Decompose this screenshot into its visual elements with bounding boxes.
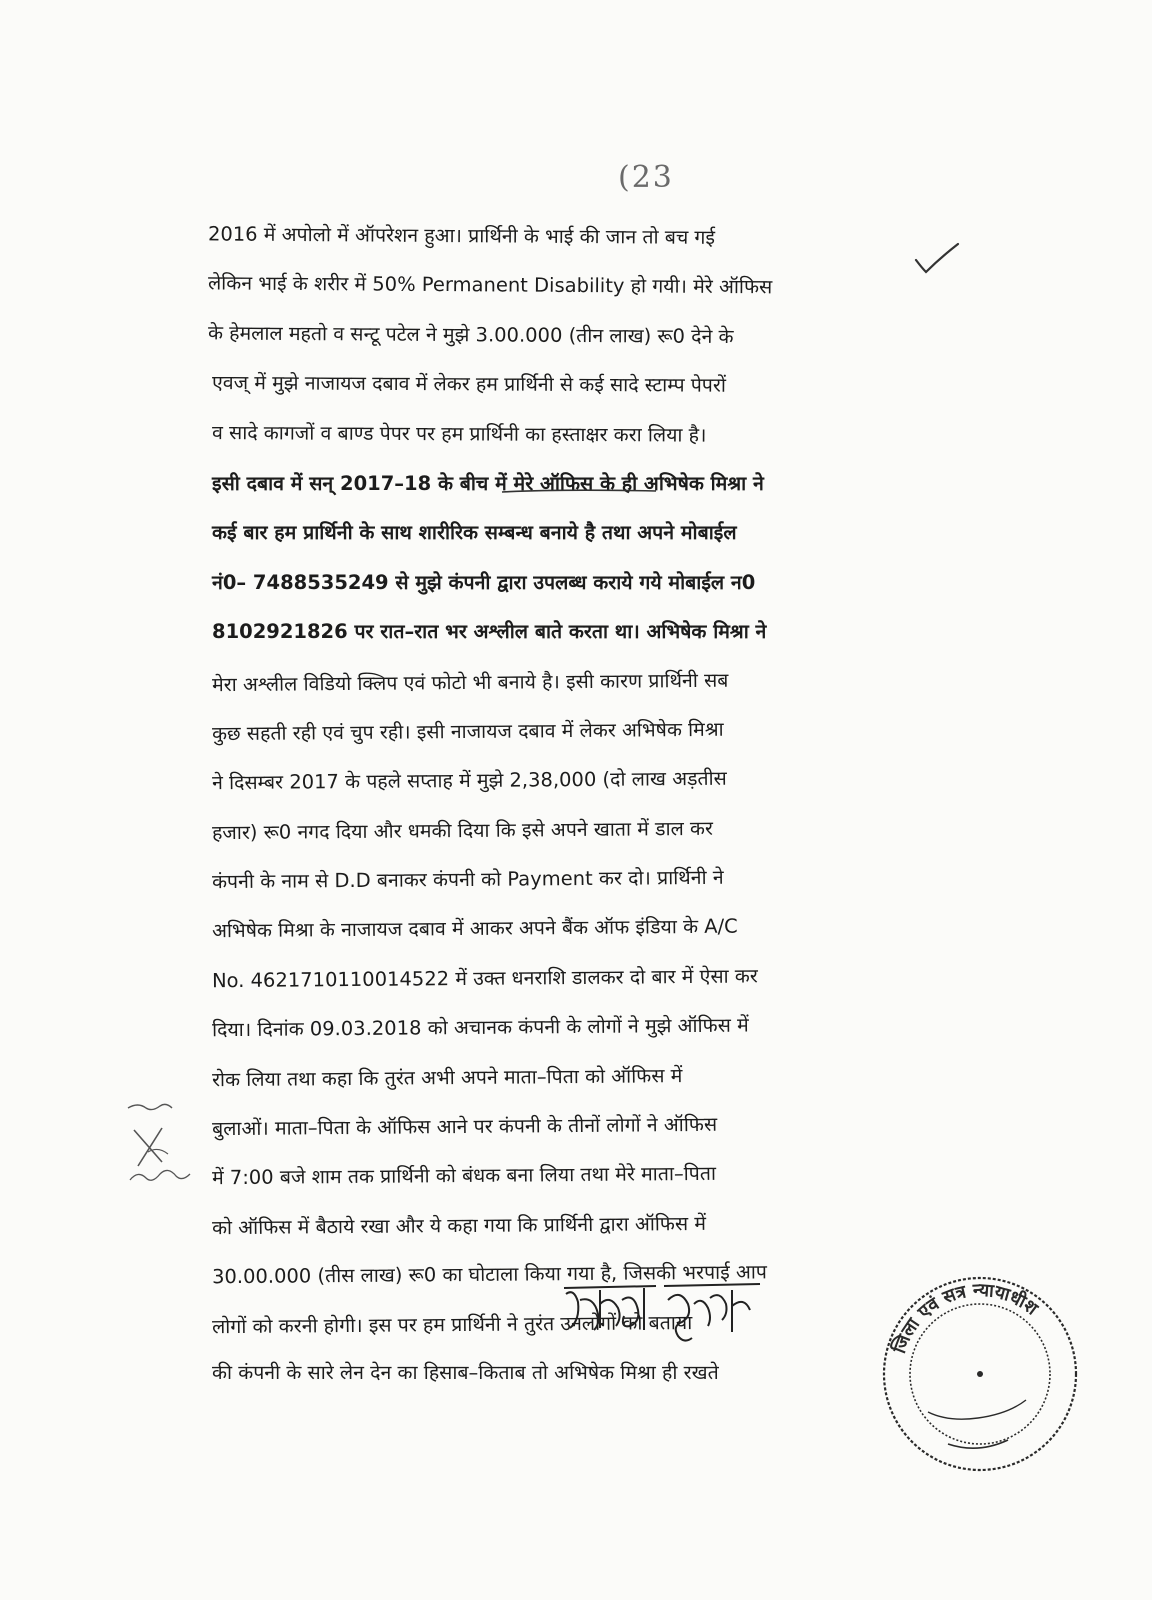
text-line: लोगों को करनी होगी। इस पर हम प्रार्थिनी ने तुरंत उनलोगों को बताया <box>211 1310 693 1338</box>
text-line: एवज् में मुझे नाजायज दबाव में लेकर हम प्रार्थिनी से कई सादे स्टाम्प पेपरों <box>211 371 726 397</box>
text-line: की कंपनी के सारे लेन देन का हिसाब–किताब तो अभिषेक मिश्रा ही रखते <box>212 1360 719 1384</box>
text-line: रोक लिया तथा कहा कि तुरंत अभी अपने माता–पिता को ऑफिस में <box>211 1063 683 1091</box>
svg-text:जिला एवं सत्र न्यायाधीश: जिला एवं सत्र न्यायाधीश <box>889 1279 1042 1357</box>
margin-initials-signature <box>118 1090 208 1200</box>
text-line: ने दिसम्बर 2017 के पहले सप्ताह में मुझे 2,38,000 (दो लाख अड़तीस <box>211 767 727 795</box>
text-line: मेरा अश्लील विडियो क्लिप एवं फोटो भी बनाये है। इसी कारण प्रार्थिनी सब <box>211 668 729 696</box>
court-seal-stamp <box>868 1262 1098 1492</box>
text-line: अभिषेक मिश्रा के नाजायज दबाव में आकर अपने बैंक ऑफ इंडिया के A/C <box>211 915 738 943</box>
text-line: 30.00.000 (तीस लाख) रू0 का घोटाला किया गया है, जिसकी भरपाई आप <box>211 1260 768 1289</box>
text-line: व सादे कागजों व बाण्ड पेपर पर हम प्रार्थिनी का हस्ताक्षर करा लिया है। <box>211 420 707 447</box>
text-line: इसी दबाव में सन् 2017–18 के बीच में मेरे ऑफिस के ही अभिषेक मिश्रा ने <box>212 471 764 495</box>
text-line: में 7:00 बजे शाम तक प्रार्थिनी को बंधक बना लिया तथा मेरे माता–पिता <box>211 1162 717 1190</box>
applicant-signature <box>560 1270 780 1360</box>
text-line: दिया। दिनांक 09.03.2018 को अचानक कंपनी के लोगों ने मुझे ऑफिस में <box>211 1013 749 1042</box>
text-line: के हेमलाल महतो व सन्टू पटेल ने मुझे 3.00.000 (तीन लाख) रू0 देने के <box>207 321 734 348</box>
text-line: 2016 में अपोलो में ऑपरेशन हुआ। प्रार्थिनी के भाई की जान तो बच गई <box>207 222 716 249</box>
text-line: 8102921826 पर रात–रात भर अश्लील बाते करता था। अभिषेक मिश्रा ने <box>212 620 767 644</box>
text-line: कंपनी के नाम से D.D बनाकर कंपनी को Payment कर दो। प्रार्थिनी ने <box>211 865 724 894</box>
text-line: कई बार हम प्रार्थिनी के साथ शारीरिक सम्बन्ध बनाये है तथा अपने मोबाईल <box>212 521 737 545</box>
text-line: बुलाओं। माता–पिता के ऑफिस आने पर कंपनी के तीनों लोगों ने ऑफिस <box>211 1112 718 1141</box>
text-line: नं0– 7488535249 से मुझे कंपनी द्वारा उपलब्ध कराये गये मोबाईल न0 <box>212 570 756 594</box>
page-number: (23 <box>618 160 674 195</box>
pen-underline <box>500 486 660 496</box>
text-line: No. 4621710110014522 में उक्त धनराशि डालकर दो बार में ऐसा कर <box>211 964 758 993</box>
text-line: हजार) रू0 नगद दिया और धमकी दिया कि इसे अपने खाता में डाल कर <box>211 816 714 844</box>
text-line: कुछ सहती रही एवं चुप रही। इसी नाजायज दबाव में लेकर अभिषेक मिश्रा <box>211 717 724 746</box>
text-line: को ऑफिस में बैठाये रखा और ये कहा गया कि प्रार्थिनी द्वारा ऑफिस में <box>211 1211 707 1240</box>
letter-body <box>207 212 952 1397</box>
text-line: लेकिन भाई के शरीर में 50% Permanent Disability हो गयी। मेरे ऑफिस <box>207 271 773 299</box>
